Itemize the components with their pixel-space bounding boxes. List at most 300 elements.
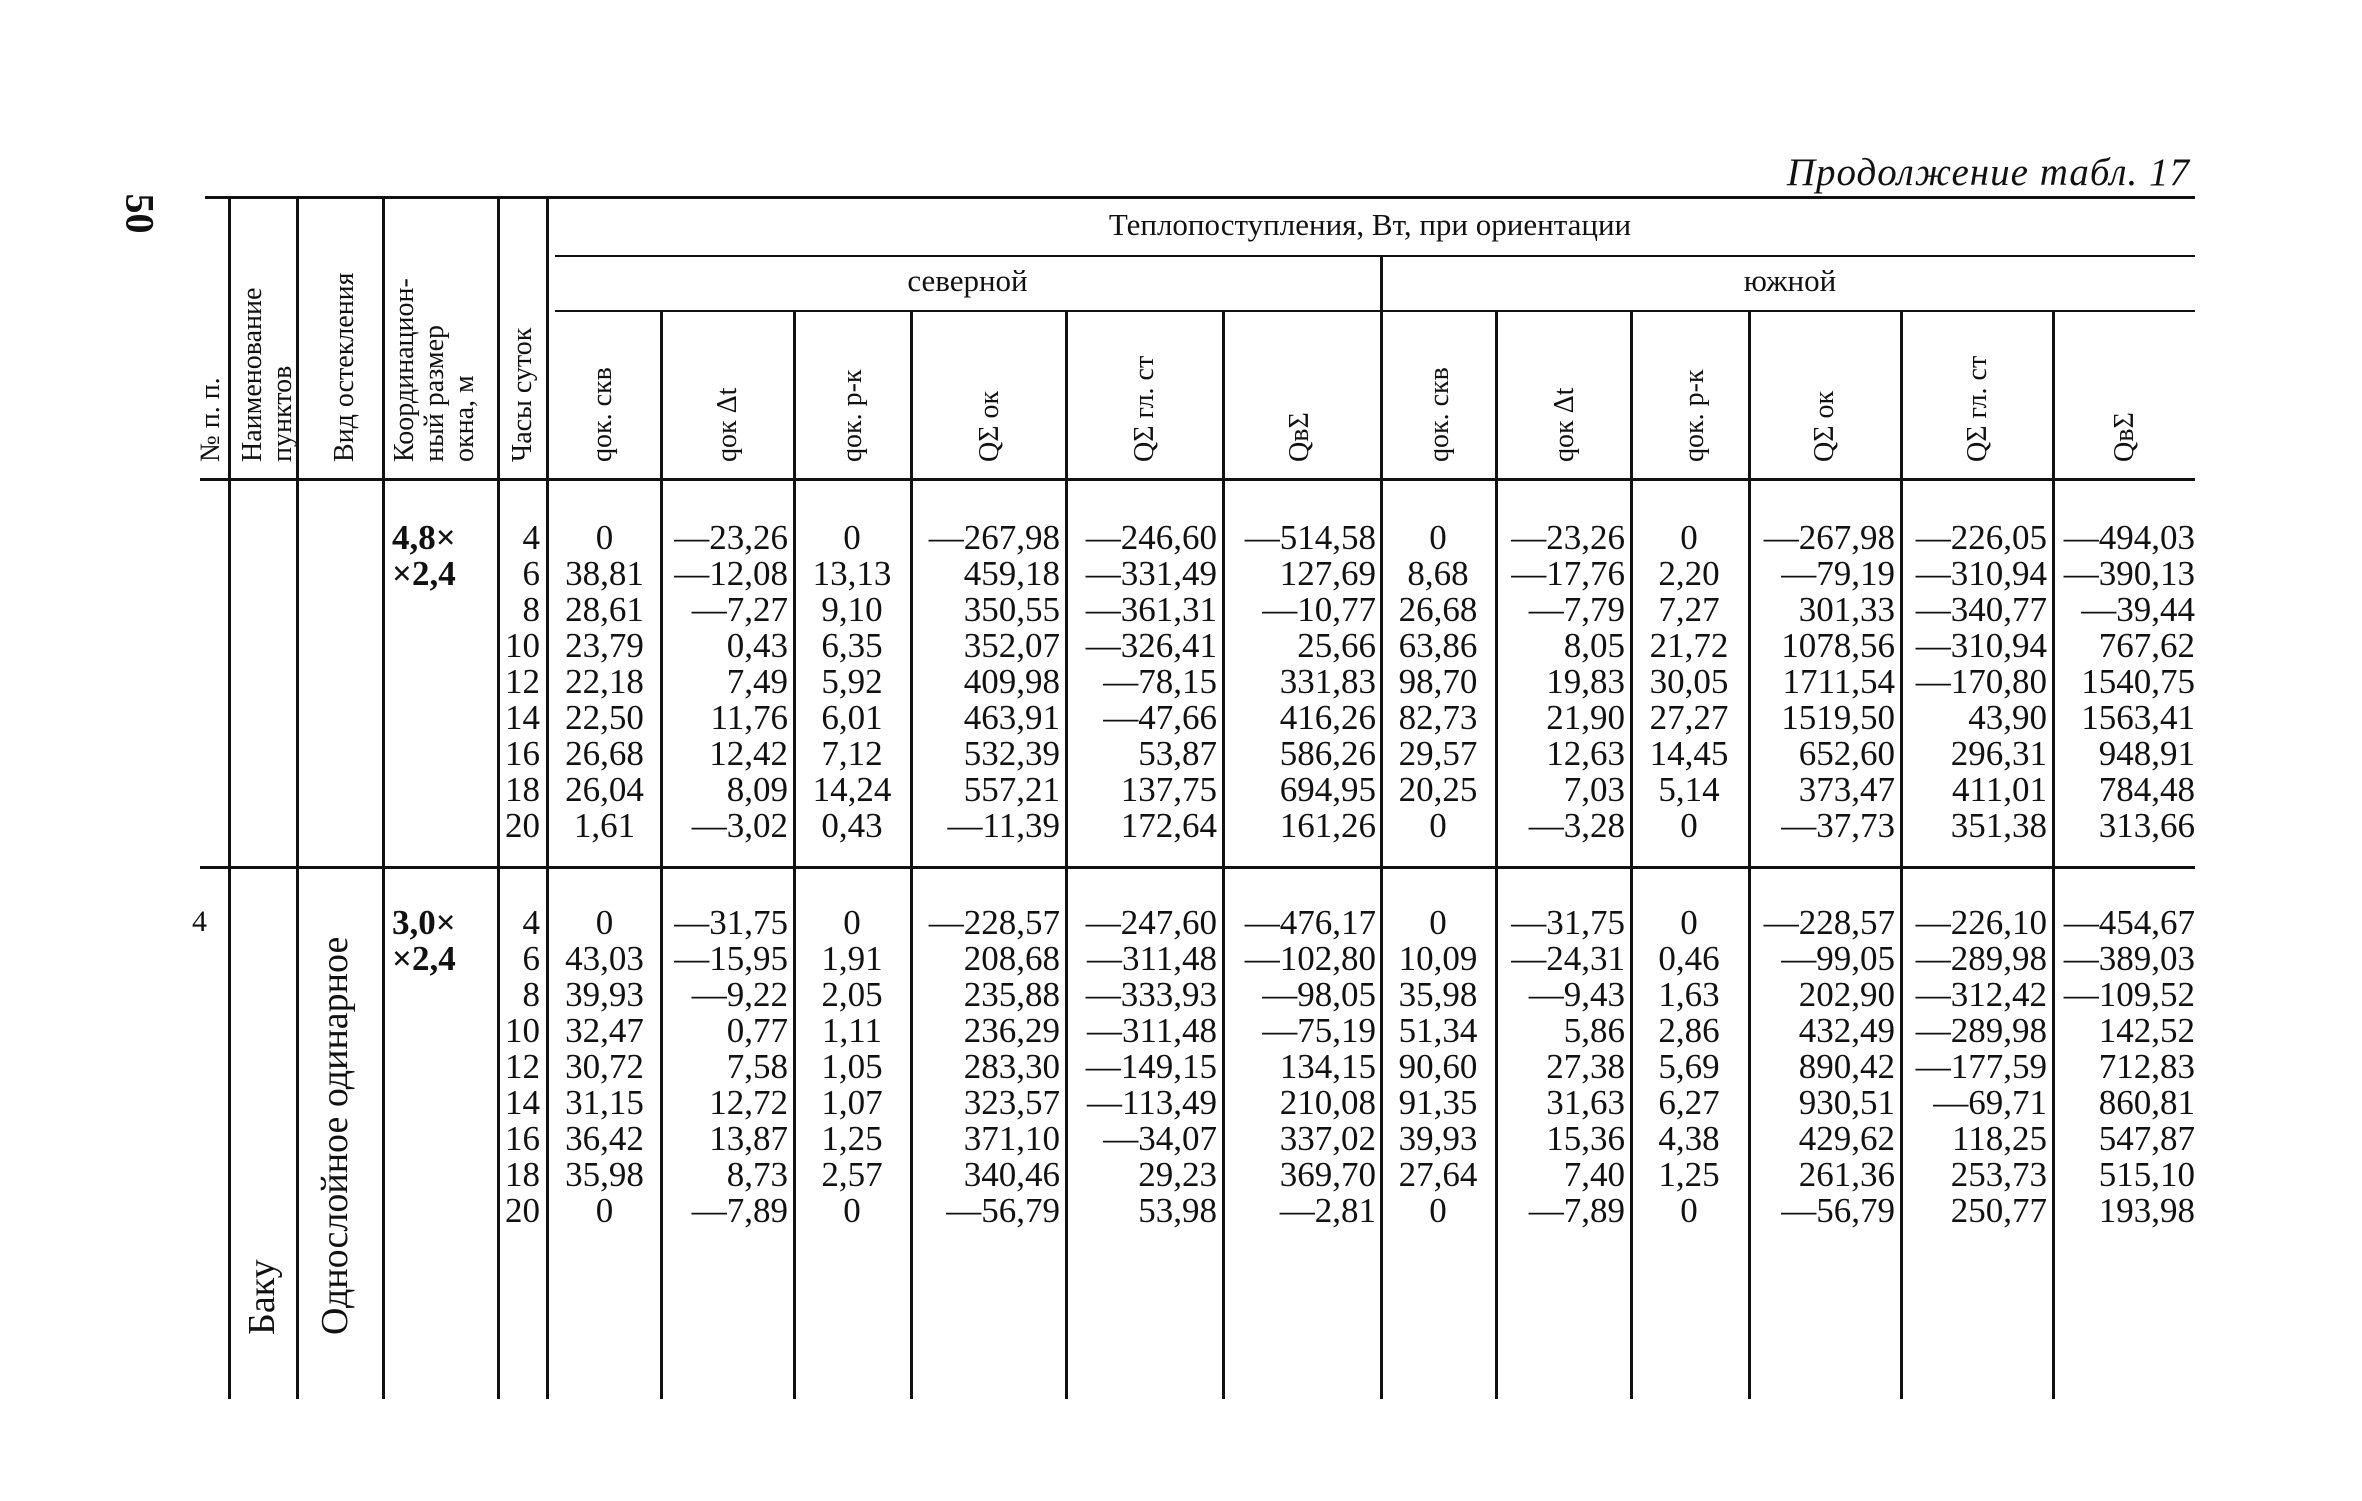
table-cell: —476,17 <box>1244 903 1376 942</box>
table-cell: 0,46 <box>1658 939 1720 978</box>
col-rule-coord <box>382 199 385 1399</box>
table-cell: 0 <box>595 518 614 557</box>
table-cell: 29,23 <box>1138 1155 1217 1194</box>
table-cell: 31,63 <box>1546 1083 1625 1122</box>
table-cell: 930,51 <box>1798 1083 1895 1122</box>
table-cell: 0,77 <box>726 1011 788 1050</box>
table-cell: —39,44 <box>2081 590 2195 629</box>
block1-north-Q-v <box>1226 520 1376 844</box>
table-cell: 12,42 <box>709 734 788 773</box>
block1-south-q-rk <box>1634 520 1744 844</box>
table-cell: 4 <box>522 518 540 557</box>
table-cell: 161,26 <box>1279 806 1376 845</box>
table-cell: 253,73 <box>1950 1155 2047 1194</box>
table-cell: 0 <box>1680 806 1698 845</box>
table-cell: 98,70 <box>1398 662 1478 701</box>
table-cell: 7,49 <box>726 662 788 701</box>
table-cell: 30,72 <box>565 1047 644 1086</box>
block1-north-q-rk <box>798 520 906 844</box>
table-cell: —361,31 <box>1085 590 1217 629</box>
table-cell: 0 <box>1429 518 1447 557</box>
table-cell: 7,40 <box>1563 1155 1625 1194</box>
table-cell: 43,03 <box>565 939 644 978</box>
table-cell: —98,05 <box>1262 975 1376 1014</box>
table-cell: 313,66 <box>2098 806 2195 845</box>
table-cell: —47,66 <box>1103 698 1217 737</box>
table-cell: 1519,50 <box>1781 698 1895 737</box>
table-cell: 10 <box>505 626 540 665</box>
col-rule-n5 <box>1065 312 1068 1399</box>
table-cell: 411,01 <box>1952 770 2047 809</box>
block2-south-Q-ok <box>1752 905 1895 1229</box>
table-cell: 20 <box>505 1191 540 1230</box>
table-cell: —228,57 <box>928 903 1060 942</box>
table-cell: 712,83 <box>2098 1047 2195 1086</box>
table-cell: 22,50 <box>565 698 644 737</box>
table-cell: —247,60 <box>1085 903 1217 942</box>
table-cell: 6,27 <box>1658 1083 1720 1122</box>
header-north-q-skv: qок. скв <box>587 367 618 462</box>
table-cell: 31,15 <box>565 1083 644 1122</box>
table-cell: 371,10 <box>963 1119 1060 1158</box>
sub-rule <box>555 310 2195 312</box>
block1-south-q-skv <box>1384 520 1492 844</box>
table-cell: 193,98 <box>2098 1191 2195 1230</box>
block2-row-number: 4 <box>192 905 207 938</box>
north-rule <box>555 255 1385 257</box>
table-cell: 416,26 <box>1279 698 1376 737</box>
table-cell: 250,77 <box>1950 1191 2047 1230</box>
col-rule-s6 <box>2052 312 2055 1399</box>
table-cell: 39,93 <box>565 975 644 1014</box>
header-south-q-skv: qок. скв <box>1424 367 1455 462</box>
table-cell: 350,55 <box>963 590 1060 629</box>
table-cell: —7,79 <box>1528 590 1625 629</box>
table-cell: 10 <box>505 1011 540 1050</box>
table-cell: —9,43 <box>1528 975 1625 1014</box>
header-south: южной <box>1743 263 1837 298</box>
col-rule-s4 <box>1748 312 1751 1399</box>
table-cell: 7,12 <box>821 734 883 773</box>
table-cell: —11,39 <box>947 806 1060 845</box>
table-cell: 301,33 <box>1798 590 1895 629</box>
table-cell: 63,86 <box>1398 626 1478 665</box>
table-cell: 29,57 <box>1398 734 1478 773</box>
col-rule-s5 <box>1900 312 1903 1399</box>
col-rule-data <box>546 199 549 1399</box>
table-cell: 15,36 <box>1546 1119 1625 1158</box>
block1-south-Q-v <box>2056 520 2195 844</box>
table-cell: —34,07 <box>1103 1119 1217 1158</box>
table-cell: 1,11 <box>822 1011 882 1050</box>
block2-north-Q-ok <box>914 905 1060 1229</box>
table-cell: 91,35 <box>1398 1083 1478 1122</box>
col-rule-n4 <box>910 312 913 1399</box>
table-cell: —3,28 <box>1528 806 1625 845</box>
table-cell: 35,98 <box>565 1155 644 1194</box>
header-col-coord: Координацион- ный размер окна, м <box>389 278 480 462</box>
table-cell: 5,92 <box>821 662 883 701</box>
header-col-name: Наименование пунктов <box>237 287 298 462</box>
block2-north-q-dt <box>664 905 788 1229</box>
table-cell: 369,70 <box>1279 1155 1376 1194</box>
table-cell: 296,31 <box>1950 734 2047 773</box>
table-cell: 0 <box>595 903 614 942</box>
col-rule-n2 <box>660 312 663 1399</box>
table-cell: 1,91 <box>821 939 883 978</box>
top-rule <box>205 196 2195 199</box>
table-cell: 5,69 <box>1658 1047 1720 1086</box>
col-rule-s3 <box>1630 312 1633 1399</box>
table-cell: 53,87 <box>1138 734 1217 773</box>
table-cell: 1540,75 <box>2081 662 2195 701</box>
table-cell: —267,98 <box>928 518 1060 557</box>
header-south-q-dt: qок Δt <box>1549 387 1580 462</box>
table-cell: 236,29 <box>963 1011 1060 1050</box>
table-cell: 5,14 <box>1658 770 1720 809</box>
table-cell: 532,39 <box>963 734 1060 773</box>
block1-north-q-skv <box>552 520 657 844</box>
table-cell: 36,42 <box>565 1119 644 1158</box>
table-cell: 14 <box>505 698 540 737</box>
table-cell: 373,47 <box>1798 770 1895 809</box>
table-cell: 432,49 <box>1798 1011 1895 1050</box>
table-cell: —494,03 <box>2063 518 2195 557</box>
table-cell: 20,25 <box>1398 770 1478 809</box>
col-rule-s2 <box>1495 312 1498 1399</box>
table-cell: 1,63 <box>1658 975 1720 1014</box>
table-cell: 0 <box>1680 1191 1698 1230</box>
table-cell: 21,72 <box>1649 626 1729 665</box>
table-cell: —69,71 <box>1933 1083 2047 1122</box>
table-cell: 21,90 <box>1546 698 1625 737</box>
header-col-no: № п. п. <box>195 377 226 462</box>
table-cell: 1,25 <box>821 1119 883 1158</box>
table-cell: 235,88 <box>963 975 1060 1014</box>
table-cell: 0 <box>843 1191 861 1230</box>
table-cell: 1,61 <box>573 806 636 845</box>
header-north-q-dt: qок Δt <box>712 387 743 462</box>
table-cell: 7,03 <box>1563 770 1625 809</box>
table-cell: 340,46 <box>963 1155 1060 1194</box>
table-cell: —177,59 <box>1915 1047 2047 1086</box>
table-cell: —454,67 <box>2063 903 2195 942</box>
table-cell: —10,77 <box>1262 590 1376 629</box>
table-cell: —331,49 <box>1085 554 1217 593</box>
header-col-hours: Часы суток <box>507 327 538 462</box>
table-cell: 118,25 <box>1952 1119 2047 1158</box>
table-cell: 23,79 <box>565 626 644 665</box>
table-cell: 16 <box>505 734 540 773</box>
table-cell: —289,98 <box>1915 939 2047 978</box>
table-cell: 12,63 <box>1546 734 1625 773</box>
table-cell: 0,43 <box>821 806 883 845</box>
table-cell: 9,10 <box>821 590 883 629</box>
table-cell: 351,38 <box>1950 806 2047 845</box>
table-cell: 35,98 <box>1398 975 1478 1014</box>
table-cell: —170,80 <box>1915 662 2047 701</box>
table-cell: —3,02 <box>691 806 788 845</box>
table-cell: —56,79 <box>946 1191 1060 1230</box>
table-cell: 331,83 <box>1279 662 1376 701</box>
table-cell: 26,04 <box>565 770 644 809</box>
table-cell: 0,43 <box>726 626 788 665</box>
table-cell: 694,95 <box>1279 770 1376 809</box>
table-cell: 14,45 <box>1649 734 1729 773</box>
table-cell: 429,62 <box>1798 1119 1895 1158</box>
header-north-Q-glst: QΣ гл. ст <box>1129 355 1160 462</box>
table-cell: 1,05 <box>821 1047 883 1086</box>
table-cell: 142,52 <box>2098 1011 2195 1050</box>
block1-hours <box>500 520 540 844</box>
table-cell: —246,60 <box>1085 518 1217 557</box>
table-cell: 208,68 <box>963 939 1060 978</box>
block2-north-Q-v <box>1226 905 1376 1229</box>
table-cell: 6 <box>522 939 540 978</box>
table-caption: Продолжение табл. 17 <box>1786 151 2190 194</box>
table-cell: —149,15 <box>1085 1047 1217 1086</box>
table-cell: —289,98 <box>1915 1011 2047 1050</box>
block2-coord: 3,0× ×2,4 <box>392 903 456 978</box>
table-cell: —56,79 <box>1781 1191 1895 1230</box>
table-cell: 352,07 <box>963 626 1060 665</box>
table-cell: —311,48 <box>1087 939 1217 978</box>
block1-south-Q-glst <box>1904 520 2047 844</box>
table-cell: —9,22 <box>691 975 788 1014</box>
table-cell: 30,05 <box>1649 662 1729 701</box>
header-south-q-rk: qок. р-к <box>1679 369 1710 462</box>
table-cell: 26,68 <box>1398 590 1478 629</box>
table-cell: 22,18 <box>565 662 644 701</box>
block1-south-q-dt <box>1499 520 1625 844</box>
table-cell: 28,61 <box>565 590 644 629</box>
table-cell: —226,10 <box>1915 903 2047 942</box>
col-rule-n6 <box>1222 312 1225 1399</box>
table-cell: 12 <box>505 1047 540 1086</box>
table-cell: 586,26 <box>1279 734 1376 773</box>
table-cell: 1711,54 <box>1782 662 1895 701</box>
table-cell: 202,90 <box>1798 975 1895 1014</box>
table-cell: 13,13 <box>812 554 892 593</box>
table-cell: 0 <box>1429 1191 1447 1230</box>
table-cell: —312,42 <box>1915 975 2047 1014</box>
block1-north-q-dt <box>664 520 788 844</box>
table-cell: 27,38 <box>1546 1047 1625 1086</box>
table-cell: 20 <box>505 806 540 845</box>
col-rule-south <box>1380 257 1383 1399</box>
block2-north-q-skv <box>552 905 657 1229</box>
table-cell: 948,91 <box>2098 734 2195 773</box>
table-cell: —389,03 <box>2063 939 2195 978</box>
table-cell: 18 <box>505 770 540 809</box>
header-north: северной <box>907 263 1028 298</box>
table-cell: —99,05 <box>1781 939 1895 978</box>
table-cell: —23,26 <box>1511 518 1625 557</box>
block2-city: Баку <box>241 1259 283 1335</box>
table-cell: 0 <box>843 903 861 942</box>
table-cell: 261,36 <box>1798 1155 1895 1194</box>
table-cell: 1563,41 <box>2081 698 2195 737</box>
table-cell: —79,19 <box>1781 554 1895 593</box>
table-cell: 13,87 <box>709 1119 788 1158</box>
table-cell: —310,94 <box>1915 626 2047 665</box>
table-cell: —102,80 <box>1244 939 1376 978</box>
table-cell: 53,98 <box>1138 1191 1217 1230</box>
table-cell: —113,49 <box>1087 1083 1217 1122</box>
table-cell: 0 <box>843 518 861 557</box>
table-cell: 6,35 <box>821 626 883 665</box>
table-cell: 1,07 <box>821 1083 883 1122</box>
table-cell: 4 <box>522 903 540 942</box>
table-cell: 90,60 <box>1398 1047 1478 1086</box>
table-cell: 32,47 <box>565 1011 644 1050</box>
table-cell: 11,76 <box>710 698 788 737</box>
table-cell: 137,75 <box>1120 770 1217 809</box>
table-cell: 515,10 <box>2098 1155 2195 1194</box>
south-rule <box>1385 255 2195 257</box>
table-cell: 7,27 <box>1658 590 1720 629</box>
table-cell: —31,75 <box>1511 903 1625 942</box>
table-cell: 18 <box>505 1155 540 1194</box>
block2-south-Q-v <box>2056 905 2195 1229</box>
table-cell: 38,81 <box>565 554 644 593</box>
table-cell: 27,27 <box>1649 698 1729 737</box>
header-col-glazing: Вид остекления <box>329 272 360 462</box>
block2-hours <box>500 905 540 1229</box>
table-cell: 652,60 <box>1798 734 1895 773</box>
page-number: 50 <box>117 193 163 234</box>
table-cell: 127,69 <box>1279 554 1376 593</box>
table-cell: —109,52 <box>2063 975 2195 1014</box>
table-cell: 8 <box>522 590 540 629</box>
header-north-Q-ok: QΣ ок <box>974 390 1005 462</box>
table-cell: 12 <box>505 662 540 701</box>
table-cell: 14,24 <box>812 770 892 809</box>
table-cell: —12,08 <box>674 554 788 593</box>
table-cell: 459,18 <box>963 554 1060 593</box>
table-cell: —311,48 <box>1087 1011 1217 1050</box>
table-cell: —7,89 <box>691 1191 788 1230</box>
table-cell: —390,13 <box>2063 554 2195 593</box>
table-cell: 547,87 <box>2098 1119 2195 1158</box>
table-cell: —333,93 <box>1085 975 1217 1014</box>
table-cell: —267,98 <box>1763 518 1895 557</box>
table-cell: —31,75 <box>674 903 788 942</box>
table-cell: —310,94 <box>1915 554 2047 593</box>
header-south-Q-v: QвΣ <box>2109 412 2140 462</box>
table-cell: 12,72 <box>709 1083 788 1122</box>
table-cell: —23,26 <box>674 518 788 557</box>
table-cell: —75,19 <box>1262 1011 1376 1050</box>
table-cell: 26,68 <box>565 734 644 773</box>
table-cell: 0 <box>1680 518 1698 557</box>
table-cell: 283,30 <box>963 1047 1060 1086</box>
table-cell: 27,64 <box>1398 1155 1478 1194</box>
table-cell: 172,64 <box>1120 806 1217 845</box>
table-cell: —24,31 <box>1511 939 1625 978</box>
table-cell: 2,05 <box>821 975 883 1014</box>
table-cell: 323,57 <box>963 1083 1060 1122</box>
col-rule-n3 <box>793 312 796 1399</box>
table-cell: 14 <box>505 1083 540 1122</box>
header-north-Q-v: QвΣ <box>1284 412 1315 462</box>
table-cell: 16 <box>505 1119 540 1158</box>
table-cell: 8 <box>522 975 540 1014</box>
header-north-q-rk: qок. р-к <box>837 369 868 462</box>
block2-glazing: Однослойное одинарное <box>314 936 356 1335</box>
table-cell: —37,73 <box>1781 806 1895 845</box>
table-cell: 860,81 <box>2098 1083 2195 1122</box>
table-cell: 25,66 <box>1297 626 1376 665</box>
table-cell: 6 <box>522 554 540 593</box>
table-cell: 19,83 <box>1546 662 1625 701</box>
table-cell: 0 <box>1429 903 1447 942</box>
table-cell: —514,58 <box>1244 518 1376 557</box>
block2-south-q-skv <box>1384 905 1492 1229</box>
table-cell: 0 <box>595 1191 614 1230</box>
table-cell: 2,20 <box>1658 554 1720 593</box>
table-cell: 6,01 <box>821 698 883 737</box>
table-cell: 8,05 <box>1563 626 1625 665</box>
block2-south-q-dt <box>1499 905 1625 1229</box>
table-cell: 2,86 <box>1658 1011 1720 1050</box>
table-cell: 767,62 <box>2098 626 2195 665</box>
block1-north-Q-ok <box>914 520 1060 844</box>
table-cell: 8,09 <box>726 770 788 809</box>
table-cell: 43,90 <box>1968 698 2047 737</box>
table-cell: 4,38 <box>1658 1119 1720 1158</box>
block2-north-Q-glst <box>1069 905 1217 1229</box>
block1-north-Q-glst <box>1069 520 1217 844</box>
table-cell: 463,91 <box>963 698 1060 737</box>
table-cell: —228,57 <box>1763 903 1895 942</box>
block2-south-q-rk <box>1634 905 1744 1229</box>
header-main: Теплопоступления, Вт, при ориентации <box>1108 207 1632 242</box>
table-cell: 51,34 <box>1398 1011 1478 1050</box>
table-cell: 890,42 <box>1798 1047 1895 1086</box>
table-cell: 409,98 <box>963 662 1060 701</box>
table-cell: —226,05 <box>1915 518 2047 557</box>
table-cell: 7,58 <box>726 1047 788 1086</box>
table-cell: 1,25 <box>1658 1155 1720 1194</box>
table-cell: —7,89 <box>1528 1191 1625 1230</box>
header-south-Q-glst: QΣ гл. ст <box>1962 355 1993 462</box>
table-cell: 5,86 <box>1563 1011 1625 1050</box>
table-cell: —340,77 <box>1915 590 2047 629</box>
table-cell: 0 <box>1429 806 1447 845</box>
table-cell: 10,09 <box>1398 939 1478 978</box>
table-cell: 2,57 <box>821 1155 883 1194</box>
table-cell: 134,15 <box>1279 1047 1376 1086</box>
table-cell: —326,41 <box>1085 626 1217 665</box>
table-cell: 8,73 <box>726 1155 788 1194</box>
table-cell: 337,02 <box>1279 1119 1376 1158</box>
table-cell: 39,93 <box>1398 1119 1478 1158</box>
block1-coord: 4,8× ×2,4 <box>392 518 456 593</box>
table-cell: 0 <box>1680 903 1698 942</box>
block1-south-Q-ok <box>1752 520 1895 844</box>
table-cell: —15,95 <box>674 939 788 978</box>
table-cell: 210,08 <box>1279 1083 1376 1122</box>
table-cell: 82,73 <box>1398 698 1478 737</box>
header-south-Q-ok: QΣ ок <box>1809 390 1840 462</box>
table-cell: —2,81 <box>1279 1191 1376 1230</box>
table-cell: —7,27 <box>691 590 788 629</box>
table-cell: —78,15 <box>1103 662 1217 701</box>
table-cell: —17,76 <box>1511 554 1625 593</box>
block2-south-Q-glst <box>1904 905 2047 1229</box>
block2-north-q-rk <box>798 905 906 1229</box>
